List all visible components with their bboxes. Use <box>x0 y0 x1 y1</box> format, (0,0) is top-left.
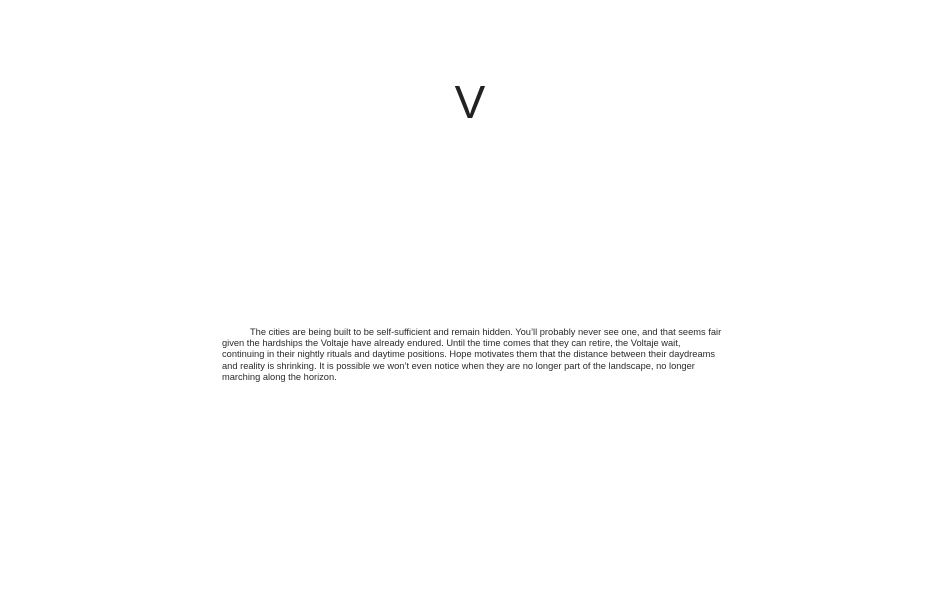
body-paragraph: The cities are being built to be self-sufficient and remain hidden. You’ll probably never see one, and that seems fair given the hardships the Voltaje have already endured. Until the time comes that they can retire, the Voltaje wait, continuing in their nightly rituals and daytime positions. Hope motivates them that the distance between their daydreams and reality is shrinking. It is possible we won’t even notice when they are no longer part of the landscape, no longer marching along the horizon. <box>222 327 722 382</box>
chapter-numeral: V <box>454 76 486 128</box>
